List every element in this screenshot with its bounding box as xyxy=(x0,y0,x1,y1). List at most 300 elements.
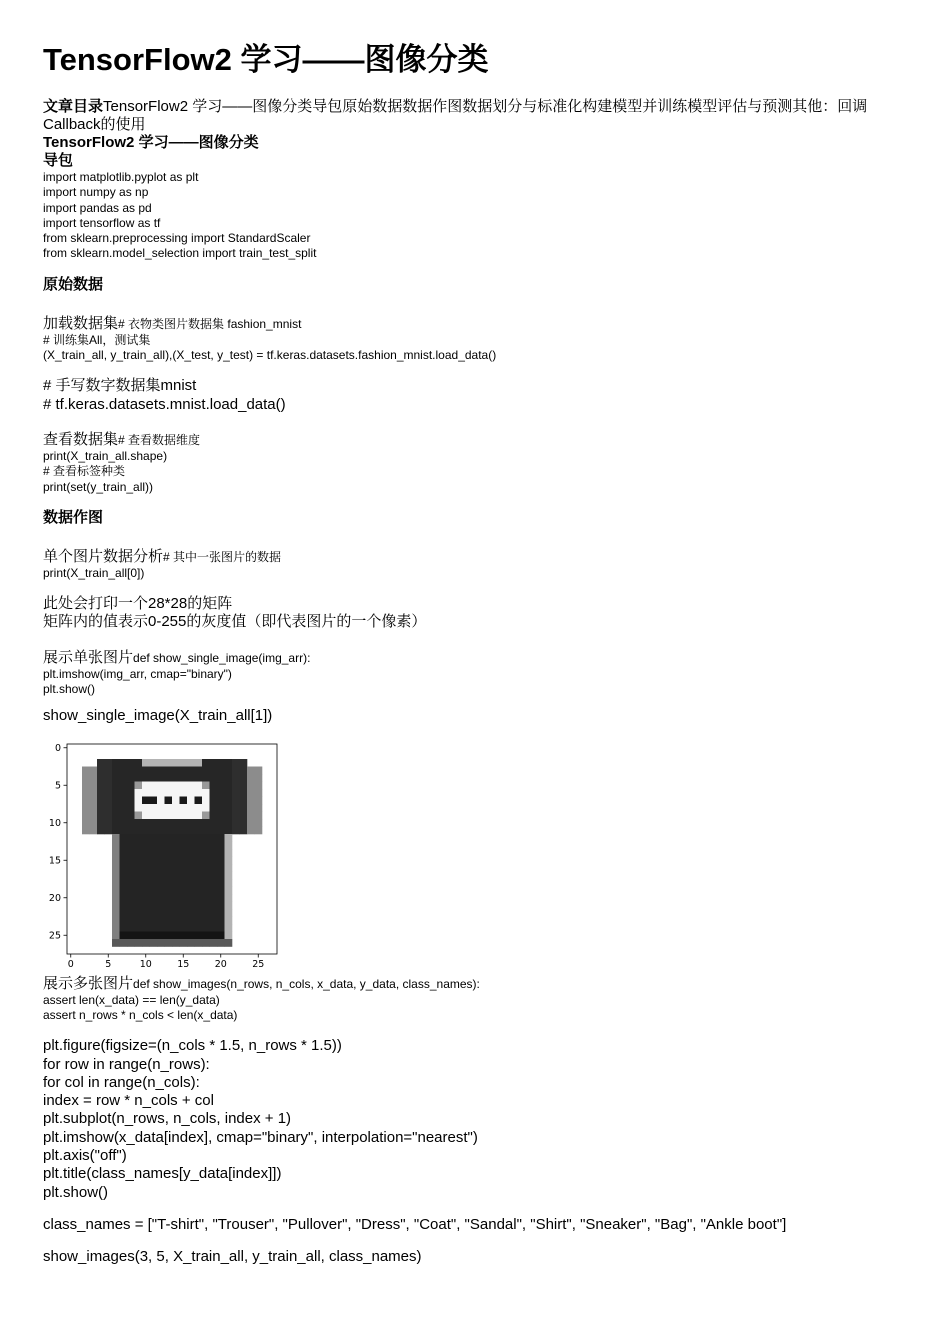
image-pixel xyxy=(112,894,120,902)
image-pixel xyxy=(180,931,188,939)
image-pixel xyxy=(142,826,150,834)
image-pixel xyxy=(165,894,173,902)
image-pixel xyxy=(225,924,233,932)
image-pixel xyxy=(165,931,173,939)
image-pixel xyxy=(150,871,158,879)
image-pixel xyxy=(172,856,180,864)
image-pixel xyxy=(210,924,218,932)
image-pixel xyxy=(225,774,233,782)
image-pixel xyxy=(157,819,165,827)
image-pixel xyxy=(90,796,98,804)
image-pixel xyxy=(225,864,233,872)
image-pixel xyxy=(142,834,150,842)
code-line: plt.show() xyxy=(43,682,96,697)
image-pixel xyxy=(225,796,233,804)
image-pixel xyxy=(112,834,120,842)
image-pixel xyxy=(150,774,158,782)
image-pixel xyxy=(127,916,135,924)
image-pixel xyxy=(135,819,143,827)
image-pixel xyxy=(195,939,203,947)
image-pixel xyxy=(240,804,248,812)
image-pixel xyxy=(120,849,128,857)
show-label: 展示单张图片 xyxy=(43,648,134,666)
image-pixel xyxy=(247,826,255,834)
image-pixel xyxy=(150,826,158,834)
image-pixel xyxy=(247,781,255,789)
image-pixel xyxy=(165,826,173,834)
image-pixel xyxy=(120,871,128,879)
show-single-line xyxy=(43,646,913,667)
image-pixel xyxy=(210,774,218,782)
image-pixel xyxy=(187,766,195,774)
show-def: def show_single_image(img_arr): xyxy=(133,650,311,665)
image-pixel xyxy=(142,781,150,789)
image-pixel xyxy=(135,894,143,902)
image-pixel xyxy=(142,766,150,774)
image-pixel xyxy=(247,774,255,782)
image-pixel xyxy=(127,886,135,894)
image-pixel xyxy=(97,819,105,827)
image-pixel xyxy=(187,894,195,902)
image-pixel xyxy=(150,931,158,939)
subtitle: TensorFlow2 学习——图像分类 xyxy=(43,134,259,151)
image-pixel xyxy=(210,879,218,887)
image-pixel xyxy=(240,789,248,797)
image-pixel xyxy=(255,811,263,819)
image-pixel xyxy=(112,924,120,932)
image-pixel xyxy=(157,766,165,774)
image-pixel xyxy=(210,894,218,902)
image-pixel xyxy=(202,856,210,864)
image-pixel xyxy=(165,849,173,857)
image-pixel xyxy=(112,886,120,894)
image-pixel xyxy=(180,796,188,804)
image-pixel xyxy=(150,939,158,947)
image-pixel xyxy=(225,781,233,789)
page-title: TensorFlow2 学习——图像分类 xyxy=(43,42,489,77)
image-pixel xyxy=(112,789,120,797)
image-pixel xyxy=(217,759,225,767)
image-pixel xyxy=(202,901,210,909)
image-pixel xyxy=(120,789,128,797)
image-pixel xyxy=(135,781,143,789)
single-code xyxy=(43,566,913,581)
image-pixel xyxy=(187,871,195,879)
image-pixel xyxy=(172,901,180,909)
image-pixel xyxy=(150,766,158,774)
image-pixel xyxy=(90,826,98,834)
image-pixel xyxy=(112,766,120,774)
image-pixel xyxy=(97,781,105,789)
image-pixel xyxy=(172,804,180,812)
image-pixel xyxy=(210,864,218,872)
image-pixel xyxy=(127,924,135,932)
image-pixel xyxy=(217,781,225,789)
image-pixel xyxy=(210,766,218,774)
image-pixel xyxy=(97,826,105,834)
image-pixel xyxy=(172,841,180,849)
image-pixel xyxy=(157,909,165,917)
image-pixel xyxy=(150,804,158,812)
image-pixel xyxy=(217,834,225,842)
x-tick-label: 20 xyxy=(214,958,227,970)
image-pixel xyxy=(195,759,203,767)
image-pixel xyxy=(127,939,135,947)
image-pixel xyxy=(255,774,263,782)
image-pixel xyxy=(195,864,203,872)
image-pixel xyxy=(165,796,173,804)
image-pixel xyxy=(195,849,203,857)
image-pixel xyxy=(135,804,143,812)
image-pixel xyxy=(142,856,150,864)
note-line: 矩阵内的值表示0-255的灰度值（即代表图片的一个像素） xyxy=(43,613,427,631)
show-call: show_single_image(X_train_all[1]) xyxy=(43,707,273,725)
image-pixel xyxy=(120,864,128,872)
single-comment: # 其中一张图片的数据 xyxy=(163,549,282,564)
image-pixel xyxy=(180,856,188,864)
code-line: print(X_train_all.shape) xyxy=(43,448,168,463)
image-pixel xyxy=(180,826,188,834)
image-pixel xyxy=(202,774,210,782)
image-pixel xyxy=(120,804,128,812)
image-pixel xyxy=(232,811,240,819)
image-pixel xyxy=(180,834,188,842)
toc-text: TensorFlow2 学习——图像分类导包原始数据数据作图数据划分与标准化构建模型并训练模型评估与预测其他：回调Callback的使用 xyxy=(43,98,868,133)
code-line: print(X_train_all[0]) xyxy=(43,565,145,580)
image-pixel xyxy=(82,781,90,789)
image-pixel xyxy=(202,931,210,939)
image-pixel xyxy=(82,826,90,834)
code-line: index = row * n_cols + col xyxy=(43,1092,214,1110)
image-pixel xyxy=(225,819,233,827)
image-pixel xyxy=(142,916,150,924)
image-pixel xyxy=(202,834,210,842)
image-pixel xyxy=(135,811,143,819)
image-pixel xyxy=(142,774,150,782)
image-pixel xyxy=(127,864,135,872)
image-pixel xyxy=(127,931,135,939)
image-pixel xyxy=(217,774,225,782)
image-pixel xyxy=(90,789,98,797)
image-pixel xyxy=(105,781,113,789)
image-pixel xyxy=(225,916,233,924)
image-pixel xyxy=(202,879,210,887)
image-pixel xyxy=(157,879,165,887)
image-pixel xyxy=(180,894,188,902)
image-pixel xyxy=(240,796,248,804)
image-pixel xyxy=(217,886,225,894)
image-pixel xyxy=(127,849,135,857)
image-pixel xyxy=(202,796,210,804)
image-pixel xyxy=(142,804,150,812)
image-pixel xyxy=(135,871,143,879)
image-pixel xyxy=(112,826,120,834)
image-pixel xyxy=(180,849,188,857)
image-pixel xyxy=(127,774,135,782)
image-pixel xyxy=(202,939,210,947)
image-pixel xyxy=(90,819,98,827)
multi-def: def show_images(n_rows, n_cols, x_data, y_data, class_names): xyxy=(133,976,480,991)
raw-data-heading: 原始数据 xyxy=(43,275,104,293)
image-pixel xyxy=(187,931,195,939)
image-pixel xyxy=(195,841,203,849)
image-pixel xyxy=(217,811,225,819)
image-pixel xyxy=(120,826,128,834)
image-pixel xyxy=(142,796,150,804)
image-pixel xyxy=(112,819,120,827)
image-pixel xyxy=(150,781,158,789)
image-pixel xyxy=(195,819,203,827)
image-pixel xyxy=(180,804,188,812)
image-pixel xyxy=(165,819,173,827)
image-pixel xyxy=(120,924,128,932)
image-pixel xyxy=(142,924,150,932)
code-line: print(set(y_train_all)) xyxy=(43,479,154,494)
image-pixel xyxy=(127,796,135,804)
image-pixel xyxy=(202,759,210,767)
image-pixel xyxy=(202,916,210,924)
image-pixel xyxy=(172,916,180,924)
image-pixel xyxy=(172,834,180,842)
multi-assert-code xyxy=(43,993,913,1024)
image-pixel xyxy=(157,886,165,894)
image-pixel xyxy=(135,924,143,932)
image-pixel xyxy=(225,856,233,864)
image-pixel xyxy=(210,804,218,812)
image-pixel xyxy=(240,759,248,767)
show-multi-line xyxy=(43,972,913,993)
image-pixel xyxy=(187,939,195,947)
image-pixel xyxy=(187,856,195,864)
image-pixel xyxy=(202,849,210,857)
image-pixel xyxy=(187,916,195,924)
image-pixel xyxy=(127,834,135,842)
image-pixel xyxy=(202,819,210,827)
image-pixel xyxy=(180,766,188,774)
image-pixel xyxy=(120,811,128,819)
image-pixel xyxy=(225,789,233,797)
image-pixel xyxy=(225,901,233,909)
code-line: (X_train_all, y_train_all),(X_test, y_test) = tf.keras.datasets.fashion_mnist.load_data() xyxy=(43,348,497,363)
image-pixel xyxy=(82,789,90,797)
mnist-code xyxy=(43,377,913,414)
image-pixel xyxy=(165,781,173,789)
image-pixel xyxy=(195,916,203,924)
image-pixel xyxy=(90,811,98,819)
image-pixel xyxy=(172,781,180,789)
class-names-line: class_names = ["T-shirt", "Trouser", "Pullover", "Dress", "Coat", "Sandal", "Shirt", "Sneaker", "Bag", "Ankle boot"] xyxy=(43,1215,787,1233)
image-pixel xyxy=(217,856,225,864)
image-pixel xyxy=(202,864,210,872)
image-pixel xyxy=(90,804,98,812)
image-pixel xyxy=(127,811,135,819)
image-pixel xyxy=(202,789,210,797)
image-pixel xyxy=(187,901,195,909)
image-pixel xyxy=(210,819,218,827)
single-label: 单个图片数据分析 xyxy=(43,547,164,565)
image-pixel xyxy=(172,789,180,797)
image-pixel xyxy=(217,901,225,909)
image-pixel xyxy=(127,901,135,909)
image-pixel xyxy=(187,819,195,827)
load-label: 加载数据集 xyxy=(43,314,119,332)
image-pixel xyxy=(120,879,128,887)
image-pixel xyxy=(142,811,150,819)
image-pixel xyxy=(240,774,248,782)
image-pixel xyxy=(217,864,225,872)
image-pixel xyxy=(157,841,165,849)
image-pixel xyxy=(217,766,225,774)
image-pixel xyxy=(127,781,135,789)
image-pixel xyxy=(82,819,90,827)
image-pixel xyxy=(225,841,233,849)
show-code xyxy=(43,667,913,698)
table-of-contents xyxy=(43,98,913,134)
image-pixel xyxy=(232,759,240,767)
single-analysis-line xyxy=(43,545,913,566)
image-pixel xyxy=(120,916,128,924)
image-pixel xyxy=(97,759,105,767)
image-pixel xyxy=(180,909,188,917)
image-pixel xyxy=(195,834,203,842)
image-pixel xyxy=(180,781,188,789)
image-pixel xyxy=(225,826,233,834)
image-pixel xyxy=(165,886,173,894)
image-pixel xyxy=(165,901,173,909)
image-pixel xyxy=(240,819,248,827)
image-pixel xyxy=(142,789,150,797)
image-pixel xyxy=(180,774,188,782)
image-pixel xyxy=(195,879,203,887)
image-pixel xyxy=(105,766,113,774)
image-pixel xyxy=(210,811,218,819)
image-pixel xyxy=(210,841,218,849)
image-pixel xyxy=(135,826,143,834)
code-line: plt.title(class_names[y_data[index]]) xyxy=(43,1165,282,1183)
image-pixel xyxy=(97,774,105,782)
image-pixel xyxy=(157,781,165,789)
image-pixel xyxy=(105,804,113,812)
image-pixel xyxy=(180,819,188,827)
image-pixel xyxy=(150,924,158,932)
image-pixel xyxy=(120,766,128,774)
x-tick-label: 25 xyxy=(252,958,265,970)
image-pixel xyxy=(202,841,210,849)
image-pixel xyxy=(202,811,210,819)
image-pixel xyxy=(225,834,233,842)
code-line: plt.subplot(n_rows, n_cols, index + 1) xyxy=(43,1110,292,1128)
image-pixel xyxy=(112,774,120,782)
image-pixel xyxy=(247,804,255,812)
image-pixel xyxy=(150,901,158,909)
image-pixel xyxy=(150,841,158,849)
image-pixel xyxy=(142,894,150,902)
code-line: from sklearn.model_selection import train_test_split xyxy=(43,246,317,261)
image-pixel xyxy=(135,886,143,894)
image-pixel xyxy=(195,781,203,789)
image-pixel xyxy=(157,864,165,872)
image-pixel xyxy=(157,894,165,902)
image-pixel xyxy=(120,886,128,894)
image-pixel xyxy=(157,871,165,879)
image-pixel xyxy=(217,789,225,797)
image-pixel xyxy=(142,901,150,909)
image-pixel xyxy=(180,879,188,887)
image-pixel xyxy=(217,841,225,849)
image-pixel xyxy=(90,781,98,789)
image-pixel xyxy=(97,766,105,774)
image-pixel xyxy=(112,849,120,857)
image-pixel xyxy=(105,759,113,767)
image-pixel xyxy=(217,909,225,917)
image-pixel xyxy=(195,789,203,797)
image-pixel xyxy=(97,796,105,804)
image-pixel xyxy=(172,879,180,887)
image-pixel xyxy=(240,811,248,819)
image-pixel xyxy=(195,901,203,909)
image-pixel xyxy=(195,871,203,879)
image-pixel xyxy=(135,796,143,804)
image-pixel xyxy=(247,811,255,819)
image-pixel xyxy=(187,789,195,797)
image-pixel xyxy=(180,759,188,767)
image-pixel xyxy=(135,834,143,842)
document xyxy=(43,40,913,1267)
image-pixel xyxy=(202,781,210,789)
image-pixel xyxy=(165,804,173,812)
image-pixel xyxy=(247,796,255,804)
toc-label: 文章目录 xyxy=(43,98,104,115)
image-pixel xyxy=(187,909,195,917)
image-pixel xyxy=(135,841,143,849)
image-pixel xyxy=(165,811,173,819)
image-pixel xyxy=(97,789,105,797)
code-line: for col in range(n_cols): xyxy=(43,1073,200,1091)
view-code xyxy=(43,449,913,495)
image-pixel xyxy=(202,886,210,894)
image-pixel xyxy=(157,856,165,864)
code-line: plt.show() xyxy=(43,1183,109,1201)
image-pixel xyxy=(142,864,150,872)
image-pixel xyxy=(225,879,233,887)
note-line: 此处会打印一个28*28的矩阵 xyxy=(43,595,233,613)
code-line: import matplotlib.pyplot as plt xyxy=(43,170,199,184)
image-pixel xyxy=(120,894,128,902)
code-line: for row in range(n_rows): xyxy=(43,1055,210,1073)
image-pixel xyxy=(150,909,158,917)
image-pixel xyxy=(202,826,210,834)
image-pixel xyxy=(202,909,210,917)
image-pixel xyxy=(135,856,143,864)
image-pixel xyxy=(157,826,165,834)
load-dataset-line xyxy=(43,312,913,333)
image-pixel xyxy=(187,849,195,857)
image-pixel xyxy=(127,871,135,879)
image-pixel xyxy=(150,864,158,872)
image-pixel xyxy=(187,834,195,842)
image-pixel xyxy=(142,759,150,767)
tshirt-image-figure xyxy=(43,740,293,972)
image-pixel xyxy=(232,781,240,789)
tshirt-image-plot xyxy=(43,740,293,972)
image-pixel xyxy=(202,804,210,812)
image-pixel xyxy=(135,939,143,947)
image-pixel xyxy=(240,781,248,789)
image-pixel xyxy=(165,834,173,842)
image-pixel xyxy=(135,849,143,857)
image-pixel xyxy=(232,826,240,834)
image-pixel xyxy=(217,796,225,804)
